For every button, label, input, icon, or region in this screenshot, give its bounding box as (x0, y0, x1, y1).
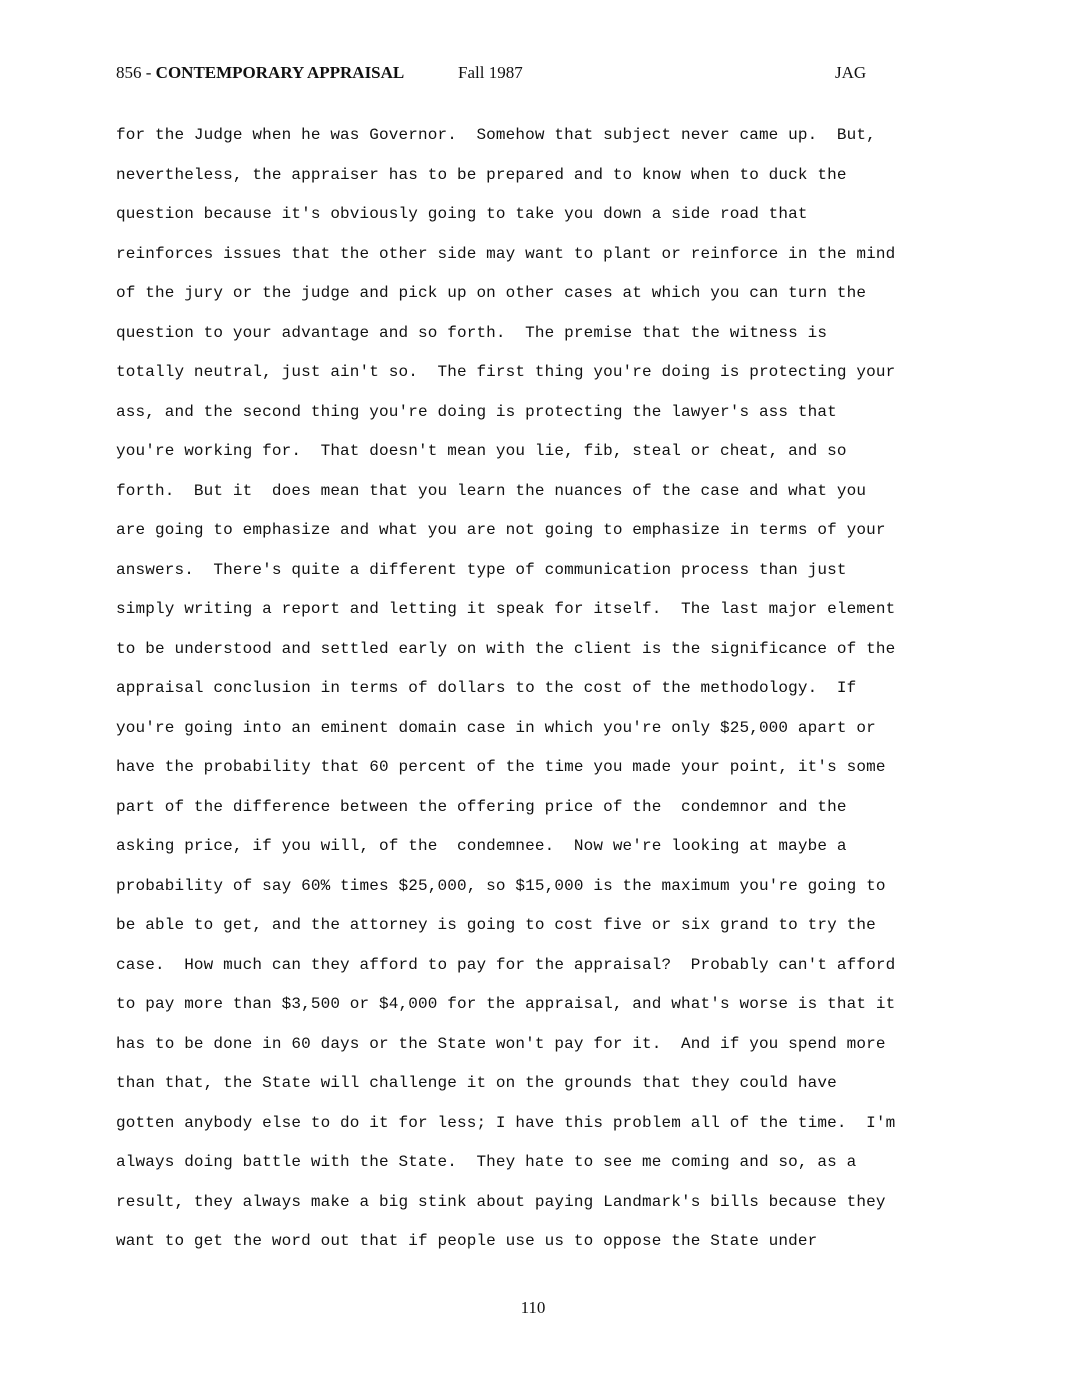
text-line: result, they always make a big stink about paying Landmark's bills because they (116, 1192, 886, 1211)
text-line: ass, and the second thing you're doing is protecting the lawyer's ass that (116, 402, 837, 421)
text-line: reinforces issues that the other side may want to plant or reinforce in the mind (116, 244, 896, 263)
text-line: forth. But it does mean that you learn the nuances of the case and what you (116, 481, 867, 500)
text-line: probability of say 60% times $25,000, so $15,000 is the maximum you're going to (116, 876, 886, 895)
text-line: case. How much can they afford to pay for the appraisal? Probably can't afford (116, 955, 896, 974)
author-initials: JAG (835, 63, 867, 82)
transcript-body (116, 116, 1016, 1262)
text-line: than that, the State will challenge it on the grounds that they could have (116, 1074, 837, 1092)
text-line: be able to get, and the attorney is going to cost five or six grand to try the (116, 916, 876, 934)
course-title: CONTEMPORARY APPRAISAL (155, 63, 405, 82)
text-line: to be understood and settled early on with the client is the significance of the (116, 639, 896, 658)
course-code: 856 - (116, 63, 156, 82)
text-line: for the Judge when he was Governor. Somehow that subject never came up. But, (116, 126, 876, 144)
page-header (0, 61, 1066, 85)
text-line: you're going into an eminent domain case in which you're only $25,000 apart or (116, 718, 876, 737)
text-line: have the probability that 60 percent of the time you made your point, it's some (116, 758, 886, 776)
text-line: of the jury or the judge and pick up on other cases at which you can turn the (116, 284, 867, 302)
text-line: totally neutral, just ain't so. The first thing you're doing is protecting your (116, 363, 896, 381)
text-line: question because it's obviously going to take you down a side road that (116, 205, 808, 223)
text-line: gotten anybody else to do it for less; I have this problem all of the time. I'm (116, 1113, 896, 1132)
text-line: you're working for. That doesn't mean you lie, fib, steal or cheat, and so (116, 442, 847, 460)
text-line: to pay more than $3,500 or $4,000 for the appraisal, and what's worse is that it (116, 995, 896, 1013)
text-line: asking price, if you will, of the condemnee. Now we're looking at maybe a (116, 837, 847, 855)
text-line: answers. There's quite a different type of communication process than just (116, 560, 847, 579)
page-number: 110 (520, 1298, 546, 1317)
text-line: are going to emphasize and what you are not going to emphasize in terms of your (116, 521, 886, 539)
text-line: part of the difference between the offering price of the condemnor and the (116, 797, 847, 816)
text-line: question to your advantage and so forth. The premise that the witness is (116, 323, 828, 342)
text-line: simply writing a report and letting it speak for itself. The last major element (116, 600, 896, 618)
text-line: nevertheless, the appraiser has to be prepared and to know when to duck the (116, 165, 847, 184)
course-heading (116, 61, 404, 85)
text-line: has to be done in 60 days or the State won't pay for it. And if you spend more (116, 1034, 886, 1053)
text-line: want to get the word out that if people use us to oppose the State under (116, 1232, 818, 1250)
term-label: Fall 1987 (458, 63, 523, 82)
text-line: always doing battle with the State. They hate to see me coming and so, as a (116, 1153, 857, 1171)
text-line: appraisal conclusion in terms of dollars to the cost of the methodology. If (116, 679, 857, 697)
